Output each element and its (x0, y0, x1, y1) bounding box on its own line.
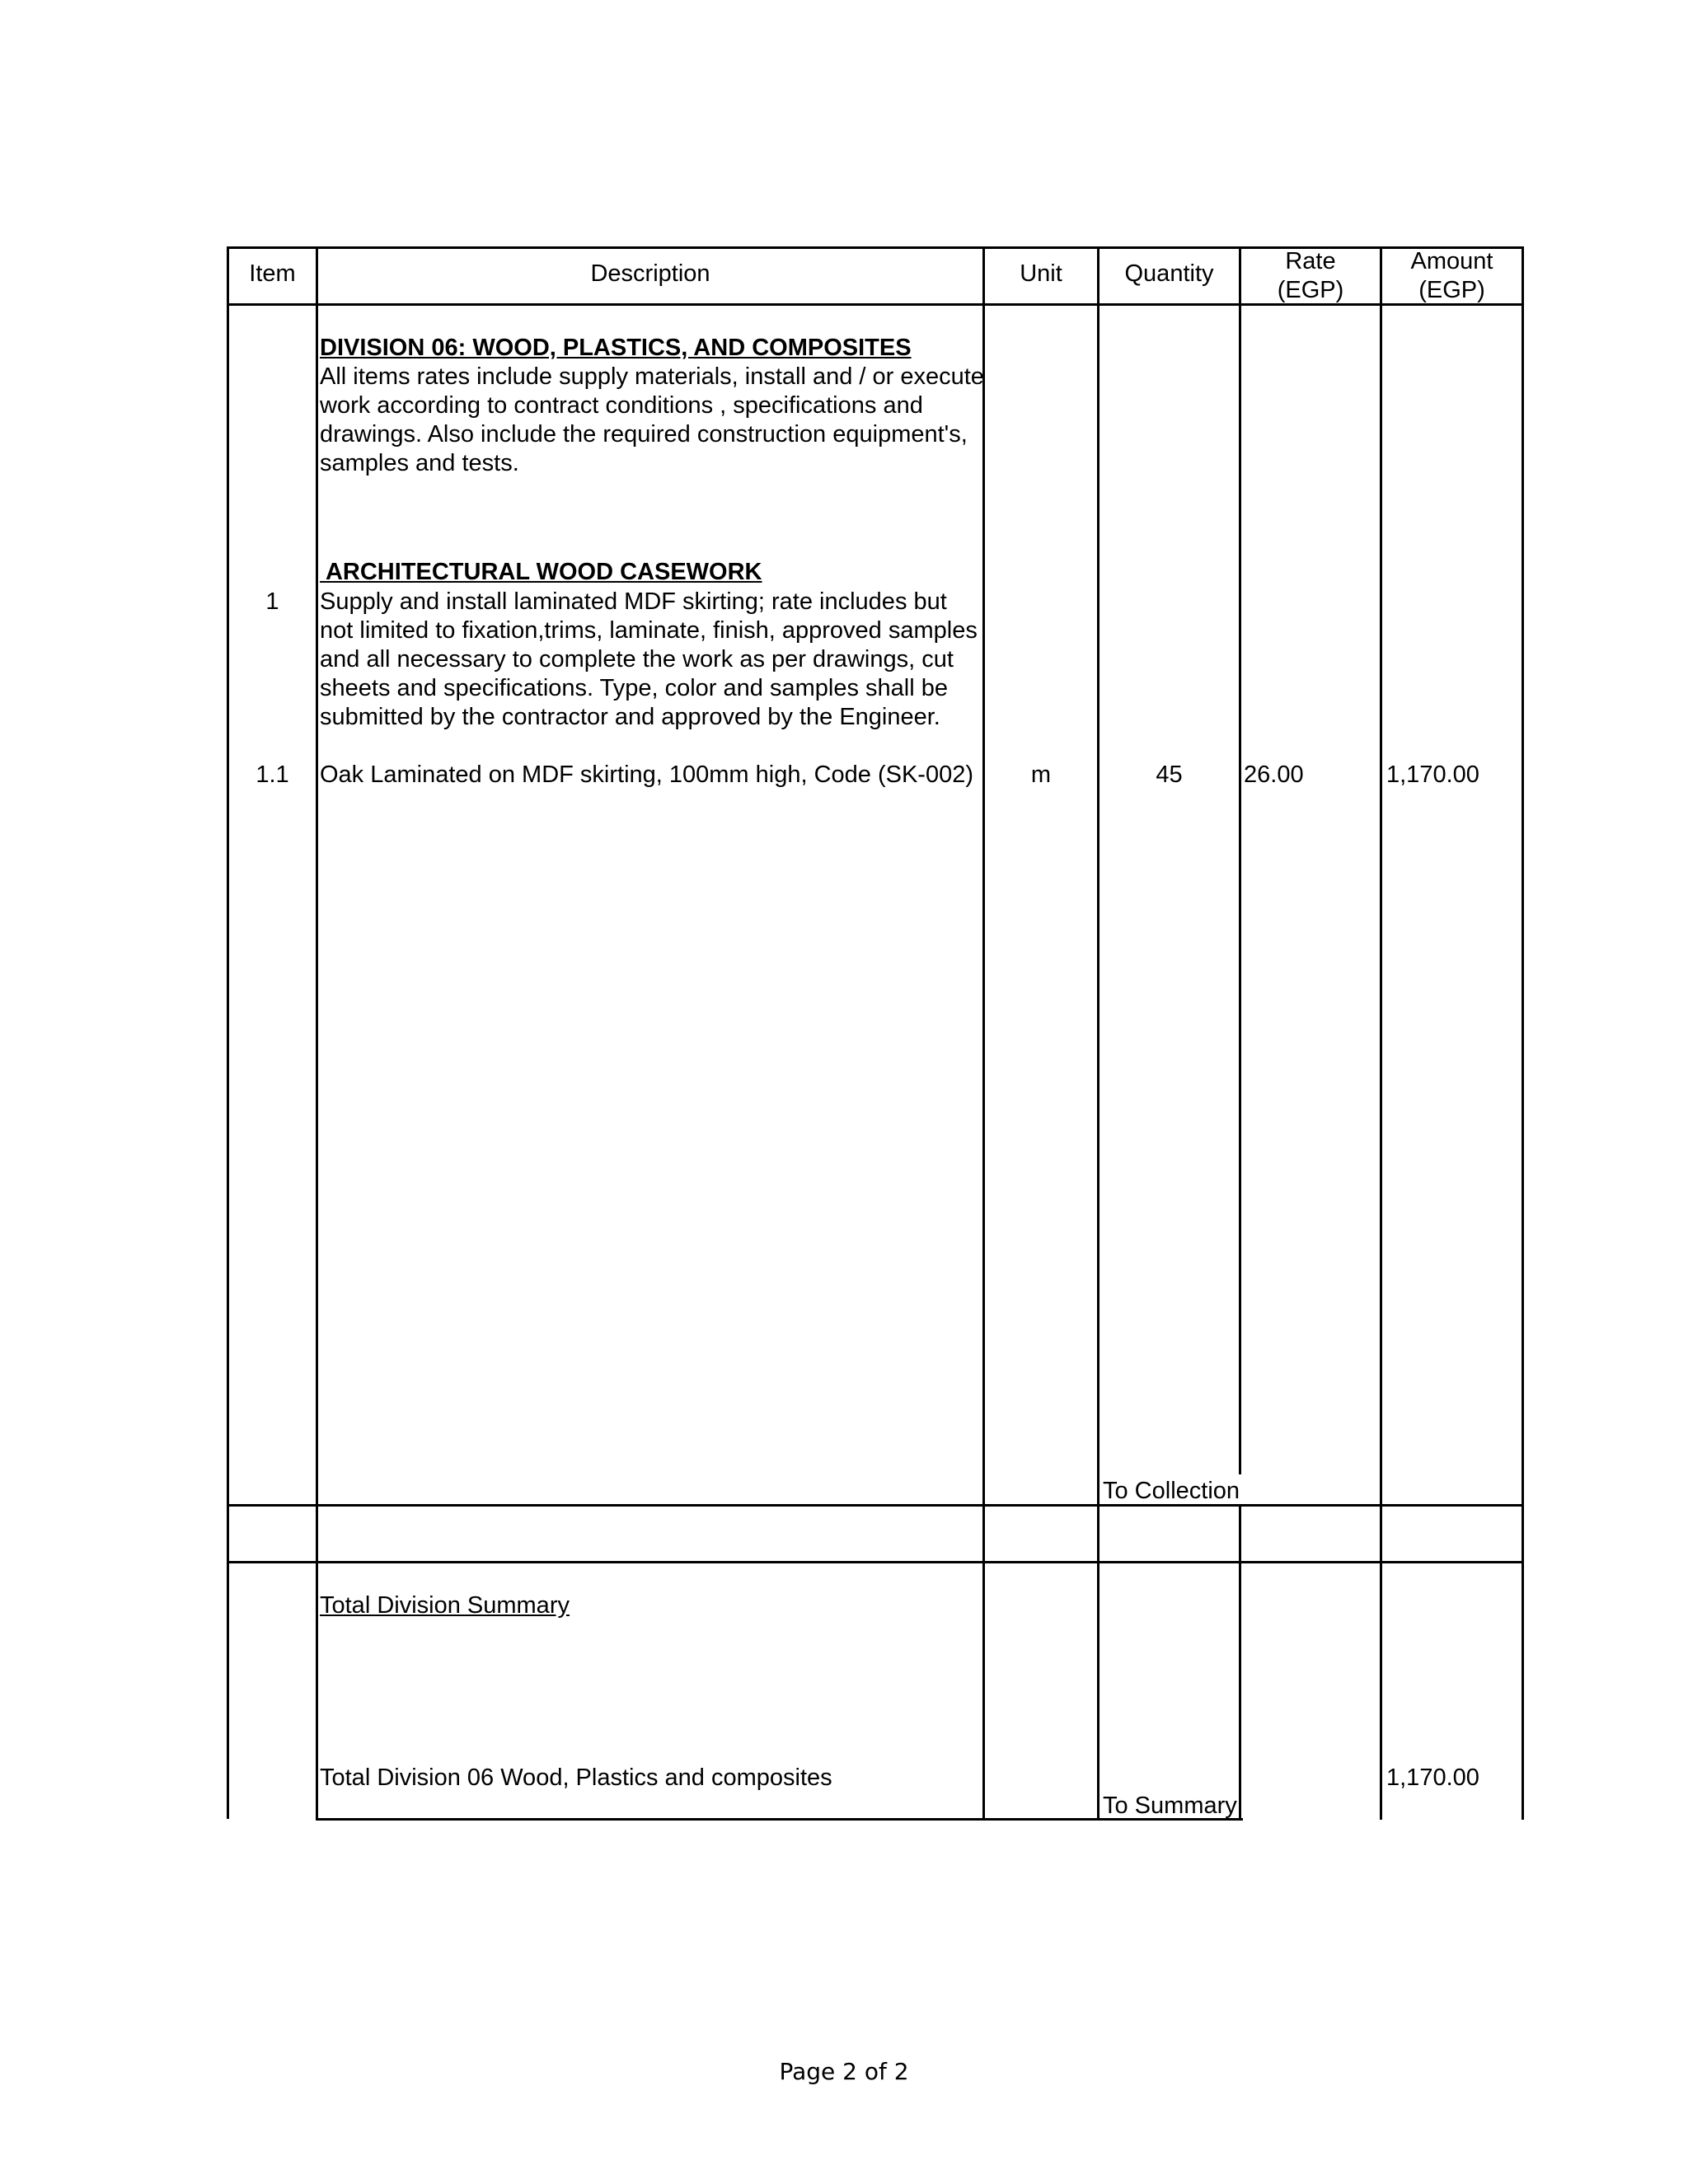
summary-total-amount: 1,170.00 (1386, 1765, 1479, 1791)
item-col-divider (316, 246, 318, 1820)
unit-col-divider (1097, 246, 1100, 1820)
line-item-number: 1.1 (256, 762, 289, 788)
summary-total-label: Total Division 06 Wood, Plastics and composites (320, 1765, 832, 1791)
line-item-description: Oak Laminated on MDF skirting, 100mm high, Code (SK-002) (320, 762, 974, 788)
header-rate-line1: Rate (1285, 248, 1336, 274)
spacer-row-border (227, 1561, 1524, 1563)
division-intro-line: work according to contract conditions , specifications and (320, 392, 923, 419)
to-collection-label: To Collection (1103, 1478, 1240, 1504)
header-item: Item (249, 260, 296, 287)
rate-col-divider (1380, 246, 1382, 1820)
line-item-unit: m (1030, 762, 1052, 788)
section-description-line: Supply and install laminated MDF skirting; rate includes but (320, 588, 947, 615)
quantity-col-divider-lower (1239, 1504, 1241, 1819)
section-heading: ARCHITECTURAL WOOD CASEWORK (320, 559, 762, 585)
header-rate-line2: (EGP) (1277, 277, 1344, 303)
division-intro (320, 363, 984, 478)
line-item-rate: 26.00 (1244, 762, 1304, 788)
header-quantity: Quantity (1124, 260, 1214, 287)
header-unit: Unit (1020, 260, 1062, 287)
division-intro-line: samples and tests. (320, 450, 519, 476)
page-number: Page 2 of 2 (779, 2058, 909, 2085)
header-amount-line1: Amount (1410, 248, 1493, 274)
table-left-border (227, 246, 229, 1819)
quantity-col-divider-upper (1239, 246, 1241, 1474)
section-item-number: 1 (265, 588, 279, 615)
line-item-amount: 1,170.00 (1386, 762, 1479, 788)
summary-heading: Total Division Summary (320, 1592, 570, 1619)
division-heading: DIVISION 06: WOOD, PLASTICS, AND COMPOSITES (320, 335, 912, 361)
section-description-line: and all necessary to complete the work as per drawings, cut (320, 646, 954, 673)
section-description-line: not limited to fixation,trims, laminate, finish, approved samples (320, 617, 978, 644)
division-intro-line: drawings. Also include the required construction equipment's, (320, 421, 968, 448)
section-description (320, 588, 978, 732)
division-intro-line: All items rates include supply materials, install and / or execute (320, 363, 984, 390)
description-col-divider (982, 246, 985, 1820)
table-right-border (1522, 246, 1524, 1820)
section-description-line: sheets and specifications. Type, color and samples shall be (320, 675, 948, 701)
section-description-line: submitted by the contractor and approved by the Engineer. (320, 704, 940, 730)
header-amount-line2: (EGP) (1418, 277, 1485, 303)
line-item-quantity: 45 (1156, 762, 1183, 788)
to-summary-label: To Summary (1103, 1793, 1237, 1819)
collection-row-border (227, 1504, 1524, 1507)
header-description: Description (590, 260, 710, 287)
